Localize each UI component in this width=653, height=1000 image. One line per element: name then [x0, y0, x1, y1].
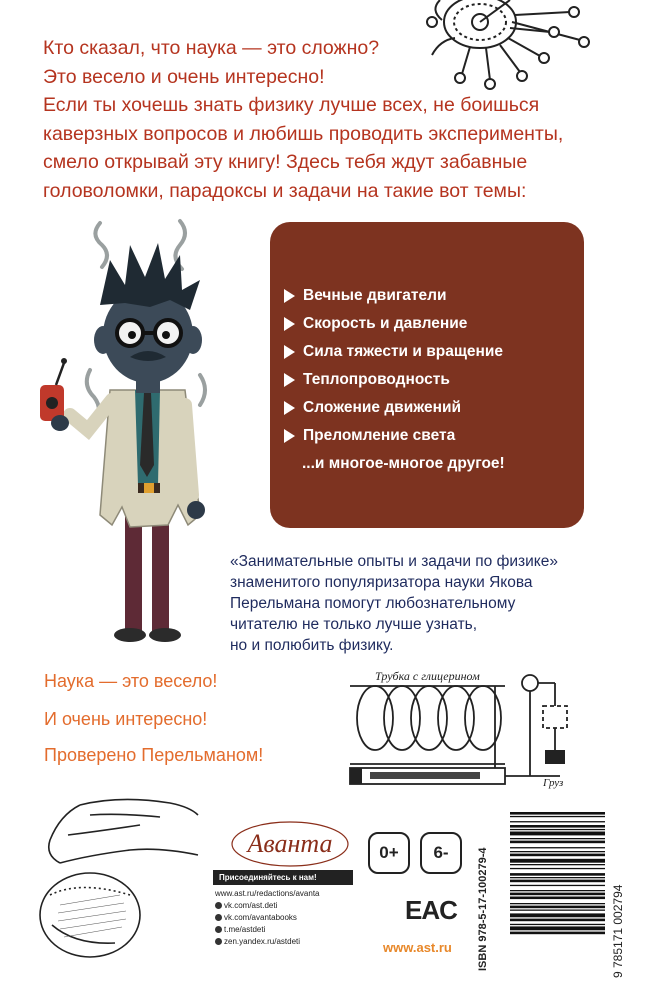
tube-label: Трубка с глицерином — [375, 669, 480, 683]
slogan-line: Наука — это весело! — [44, 671, 218, 691]
barcode-bar — [510, 893, 605, 896]
barcode-bar — [510, 851, 605, 852]
topic-label: Вечные двигатели — [303, 287, 447, 304]
topic-label: Скорость и давление — [303, 315, 468, 332]
arrow-right-icon — [284, 289, 295, 303]
avanta-logo — [230, 818, 350, 868]
barcode-bars — [510, 812, 605, 934]
link-text[interactable]: t.me/astdeti — [224, 925, 266, 934]
barcode-bar — [510, 913, 605, 917]
link-telegram[interactable] — [215, 925, 265, 934]
arrow-right-icon — [284, 429, 295, 443]
barcode-bar — [510, 868, 605, 869]
zen-icon — [215, 938, 222, 945]
barcode-bar — [510, 903, 605, 904]
topics-more: ...и многое-многое другое! — [302, 455, 505, 472]
intro-text — [43, 34, 613, 205]
intro-line: головоломки, парадоксы и задачи на такие вот темы: — [43, 179, 527, 202]
link-text[interactable]: www.ast.ru/redactions/avanta — [215, 889, 320, 898]
topic-item — [284, 315, 467, 333]
topic-label: Теплопроводность — [303, 371, 450, 388]
age-rating-badge: 6- — [420, 832, 462, 874]
barcode-bar — [510, 873, 605, 876]
barcode-bar — [510, 926, 605, 930]
barcode-bar — [510, 838, 605, 839]
barcode-bar — [510, 910, 605, 911]
age-rating-badge: 0+ — [368, 832, 410, 874]
barcode-bar — [510, 919, 605, 922]
arrow-right-icon — [284, 373, 295, 387]
topic-label: Сложение движений — [303, 399, 462, 416]
topic-item — [284, 427, 455, 445]
description-line: Перельмана помогут любознательному — [230, 595, 516, 612]
link-text[interactable]: vk.com/avantabooks — [224, 913, 297, 922]
topic-item — [284, 371, 450, 389]
slogan-line: И очень интересно! — [44, 709, 208, 729]
publisher-site[interactable]: www.ast.ru — [383, 940, 452, 955]
topic-item — [284, 287, 447, 305]
barcode-bar — [510, 932, 605, 935]
link-vk-avanta[interactable] — [215, 913, 297, 922]
isbn-text — [464, 815, 494, 973]
slogan-line: Проверено Перельманом! — [44, 745, 264, 765]
description-line: знаменитого популяризатора науки Якова — [230, 574, 533, 591]
link-text[interactable]: vk.com/ast.deti — [224, 901, 278, 910]
vk-icon — [215, 902, 222, 909]
telegram-icon — [215, 926, 222, 933]
glycerin-tube-diagram — [340, 668, 590, 798]
arrow-right-icon — [284, 345, 295, 359]
topic-item — [284, 343, 503, 361]
link-zen[interactable] — [215, 937, 300, 946]
topic-label: Преломление света — [303, 427, 456, 444]
barcode — [510, 808, 630, 980]
barcode-bar — [510, 890, 605, 891]
vk-icon — [215, 914, 222, 921]
barcode-bar — [510, 812, 605, 815]
link-vk-astdeti[interactable] — [215, 901, 277, 910]
barcode-bar — [510, 885, 605, 886]
intro-line: Если ты хочешь знать физику лучше всех, не боишься — [43, 94, 540, 116]
weight-label: Груз — [543, 777, 564, 789]
intro-line: каверзных вопросов и любишь проводить эксперименты, — [43, 122, 564, 145]
barcode-bar — [510, 897, 605, 900]
barcode-bar — [510, 832, 605, 836]
topic-label: Сила тяжести и вращение — [303, 343, 504, 360]
arrow-right-icon — [284, 401, 295, 415]
barcode-bar — [510, 847, 605, 848]
scientist-illustration — [30, 215, 230, 645]
barcode-bar — [510, 877, 605, 878]
description-line: «Занимательные опыты и задачи по физике» — [230, 553, 558, 570]
intro-line: Это весело и очень интересно! — [43, 65, 325, 88]
link-site[interactable] — [215, 889, 320, 898]
topic-item — [284, 399, 461, 417]
join-banner: Присоединяйтесь к нам! — [213, 870, 353, 885]
barcode-number: 9 785171 002794 — [611, 884, 625, 978]
intro-line: смело открывай эту книгу! Здесь тебя ждут забавные — [43, 151, 528, 173]
description-line: но и полюбить физику. — [230, 637, 394, 654]
arrow-right-icon — [284, 317, 295, 331]
barcode-bar — [510, 906, 605, 909]
intro-line: Кто сказал, что наука — это сложно? — [43, 37, 380, 59]
barcode-bar — [510, 841, 605, 844]
publisher-logo-text: Аванта — [247, 829, 333, 858]
isbn-number: ISBN 978-5-17-100279-4 — [477, 847, 489, 971]
barcode-bar — [510, 854, 605, 857]
link-text[interactable]: zen.yandex.ru/astdeti — [224, 937, 301, 946]
barcode-bar — [510, 821, 605, 822]
barcode-bar — [510, 829, 605, 830]
eac-mark: EAC — [405, 895, 457, 925]
barcode-bar — [510, 924, 605, 925]
description-line: читателю не только лучше узнать, — [230, 616, 478, 633]
barcode-bar — [510, 864, 605, 865]
barcode-bar — [510, 816, 605, 817]
book-description — [230, 551, 610, 656]
barcode-bar — [510, 859, 605, 863]
barcode-bar — [510, 880, 605, 883]
barcode-bar — [510, 825, 605, 828]
hand-egg-illustration — [20, 795, 200, 965]
